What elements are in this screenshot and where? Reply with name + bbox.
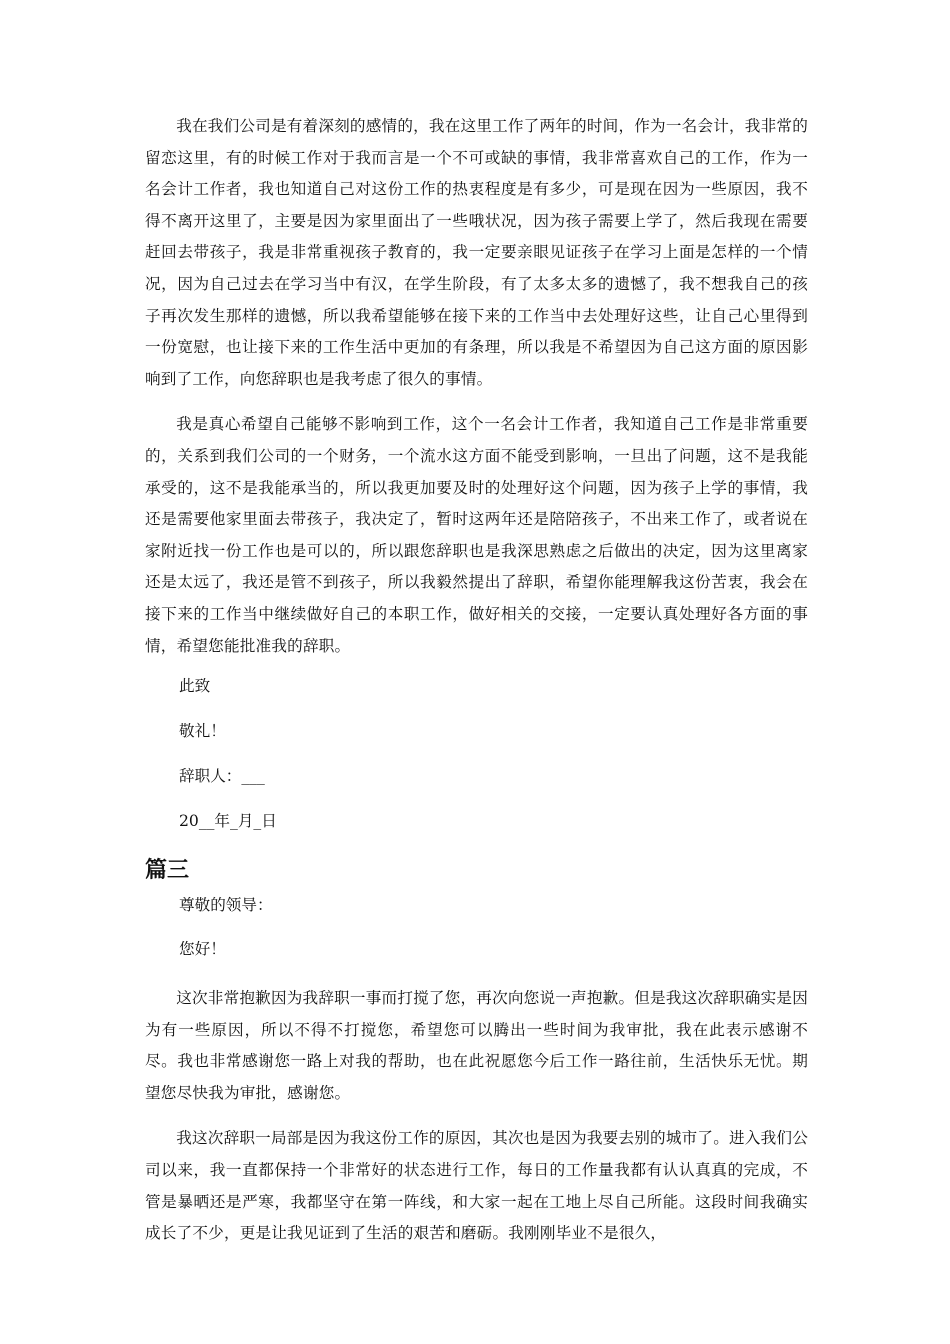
- document-body: [145, 111, 808, 1264]
- closing-block: [145, 676, 808, 831]
- signer-line: 辞职人：___: [179, 767, 265, 786]
- closing-line-cizhi: 此致: [179, 677, 211, 696]
- section-title: 篇三: [145, 858, 190, 884]
- body-paragraph: 我在我们公司是有着深刻的感情的，我在这里工作了两年的时间，作为一名会计，我非常的留恋这里，有的时候工作对于我而言是一个不可或缺的事情，我非常喜欢自己的工作，作为一名会计工作者，我也知道自己对这份工作的热衷程度是有多少，可是现在因为一些原因，我不得不离开这里了，主要是因为家里面出了一些哦状况，因为孩子需要上学了，然后我现在需要赶回去带孩子，我是非常重视孩子教育的，我一定要亲眼见证孩子在学习上面是怎样的一个情况，因为自己过去在学习当中有汉，在学生阶段，有了太多太多的遗憾了，我不想我自己的孩子再次发生那样的遗憾，所以我希望能够在接下来的工作当中去处理好这些，让自己心里得到一份宽慰，也让接下来的工作生活中更加的有条理，所以我是不希望因为自己这方面的原因影响到了工作，向您辞职也是我考虑了很久的事情。: [145, 117, 808, 388]
- body-paragraph: 我是真心希望自己能够不影响到工作，这个一名会计工作者，我知道自己工作是非常重要的，关系到我们公司的一个财务，一个流水这方面不能受到影响，一旦出了问题，这不是我能承受的，这不是我能承当的，所以我更加要及时的处理好这个问题，因为孩子上学的事情，我还是需要他家里面去带孩子，我决定了，暂时这两年还是陪陪孩子，不出来工作了，或者说在家附近找一份工作也是可以的，所以跟您辞职也是我深思熟虑之后做出的决定，因为这里离家还是太远了，我还是管不到孩子，所以我毅然提出了辞职，希望你能理解我这份苦衷，我会在接下来的工作当中继续做好自己的本职工作，做好相关的交接，一定要认真处理好各方面的事情，希望您能批准我的辞职。: [145, 415, 808, 655]
- greeting-line: 您好！: [179, 940, 226, 959]
- closing-line-jingli: 敬礼！: [179, 722, 226, 741]
- date-line: 20__年_月_日: [179, 812, 277, 831]
- greeting-block: [145, 895, 808, 959]
- body-paragraph: 这次非常抱歉因为我辞职一事而打搅了您，再次向您说一声抱歉。但是我这次辞职确实是因为有一些原因，所以不得不打搅您，希望您可以腾出一些时间为我审批，我在此表示感谢不尽。我也非常感谢您一路上对我的帮助，也在此祝愿您今后工作一路往前，生活快乐无忧。期望您尽快我为审批，感谢您。: [145, 989, 808, 1102]
- salutation-line: 尊敬的领导：: [179, 896, 273, 915]
- body-paragraph: 我这次辞职一局部是因为我这份工作的原因，其次也是因为我要去别的城市了。进入我们公司以来，我一直都保持一个非常好的状态进行工作，每日的工作量我都有认认真真的完成，不管是暴晒还是严寒，我都坚守在第一阵线，和大家一起在工地上尽自己所能。这段时间我确实成长了不少，更是让我见证到了生活的艰苦和磨砺。我刚刚毕业不是很久，: [145, 1129, 808, 1243]
